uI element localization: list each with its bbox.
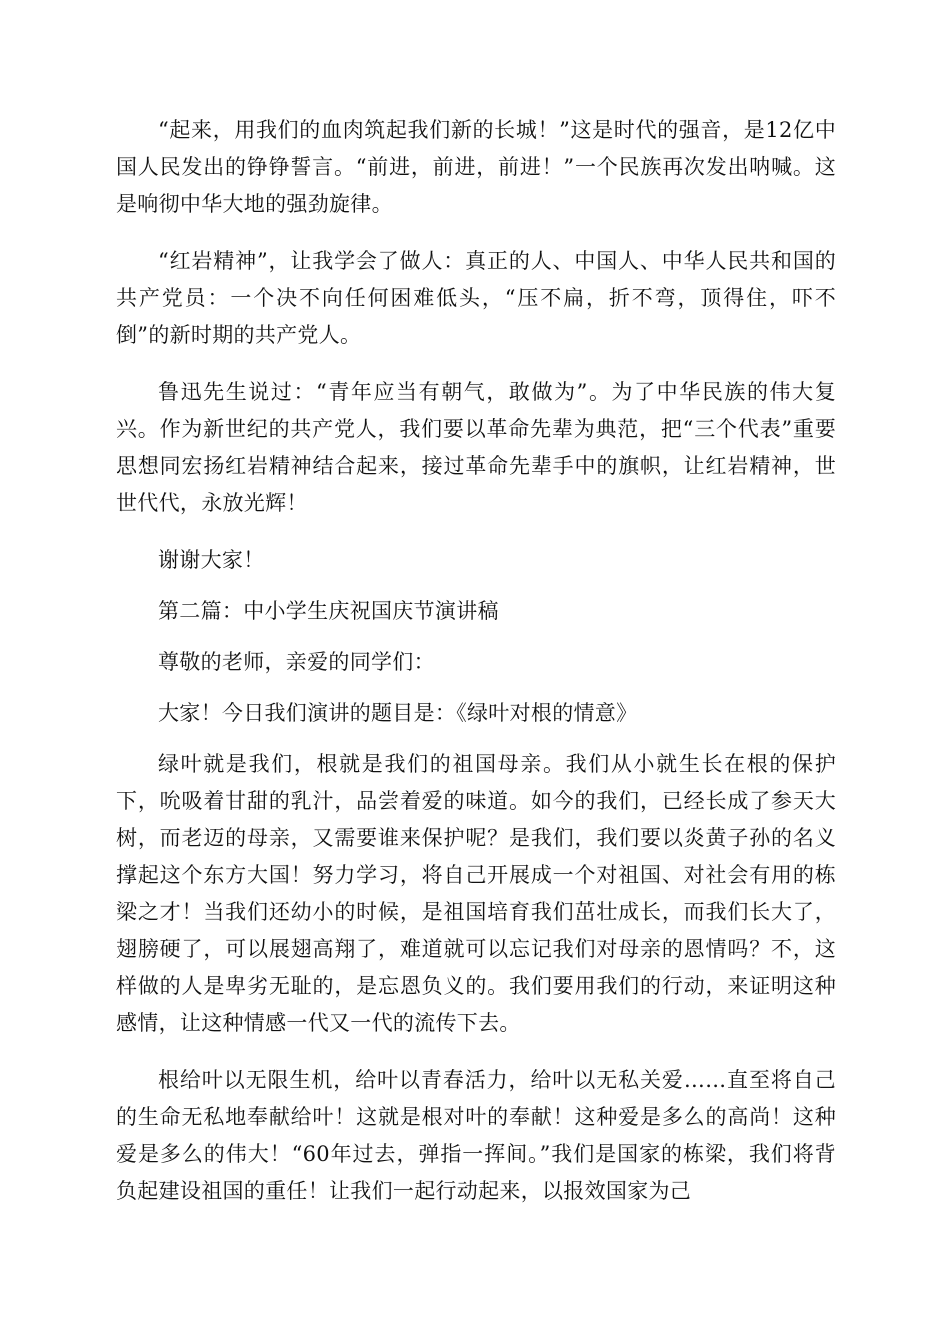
section-heading: 第二篇：中小学生庆祝国庆节演讲稿 [158, 599, 499, 623]
paragraph-great-wall: “起来，用我们的血肉筑起我们新的长城！”这是时代的强音，是12亿中国人民发出的铮铮誓言。“前进，前进，前进！”一个民族再次发出呐喊。这是响彻中华大地的强劲旋律。 [116, 118, 836, 216]
paragraph-roots-dedication: 根给叶以无限生机，给叶以青春活力，给叶以无私关爱……直至将自己的生命无私地奉献给叶！这就是根对叶的奉献！这种爱是多么的高尚！这种爱是多么的伟大！“60年过去，弹指一挥间。”我们是国家的栋梁，我们将背负起建设祖国的重任！让我们一起行动起来，以报效国家为己 [116, 1068, 836, 1203]
paragraph-topic: 大家！今日我们演讲的题目是：《绿叶对根的情意》 [158, 701, 638, 725]
paragraph-greeting: 尊敬的老师，亲爱的同学们： [158, 650, 435, 674]
paragraph-luxun-quote: 鲁迅先生说过：“青年应当有朝气，敢做为”。为了中华民族的伟大复兴。作为新世纪的共产党人，我们要以革命先辈为典范，把“三个代表”重要思想同宏扬红岩精神结合起来，接过革命先辈手中的旗帜，让红岩精神，世世代代，永放光辉！ [116, 380, 836, 515]
paragraph-thanks: 谢谢大家！ [158, 548, 265, 572]
paragraph-hongyan-spirit: “红岩精神”，让我学会了做人：真正的人、中国人、中华人民共和国的共产党员：一个决不向任何困难低头，“压不扁，折不弯，顶得住，吓不倒”的新时期的共产党人。 [116, 249, 836, 347]
paragraph-green-leaves: 绿叶就是我们，根就是我们的祖国母亲。我们从小就生长在根的保护下，吮吸着甘甜的乳汁，品尝着爱的味道。如今的我们，已经长成了参天大树，而老迈的母亲，又需要谁来保护呢？是我们，我们要以炎黄子孙的名义撑起这个东方大国！努力学习，将自己开展成一个对祖国、对社会有用的栋梁之才！当我们还幼小的时候，是祖国培育我们茁壮成长，而我们长大了，翅膀硬了，可以展翅高翔了，难道就可以忘记我们对母亲的恩情吗？不，这样做的人是卑劣无耻的，是忘恩负义的。我们要用我们的行动，来证明这种感情，让这种情感一代又一代的流传下去。 [116, 752, 836, 1035]
document-page [116, 112, 836, 1230]
